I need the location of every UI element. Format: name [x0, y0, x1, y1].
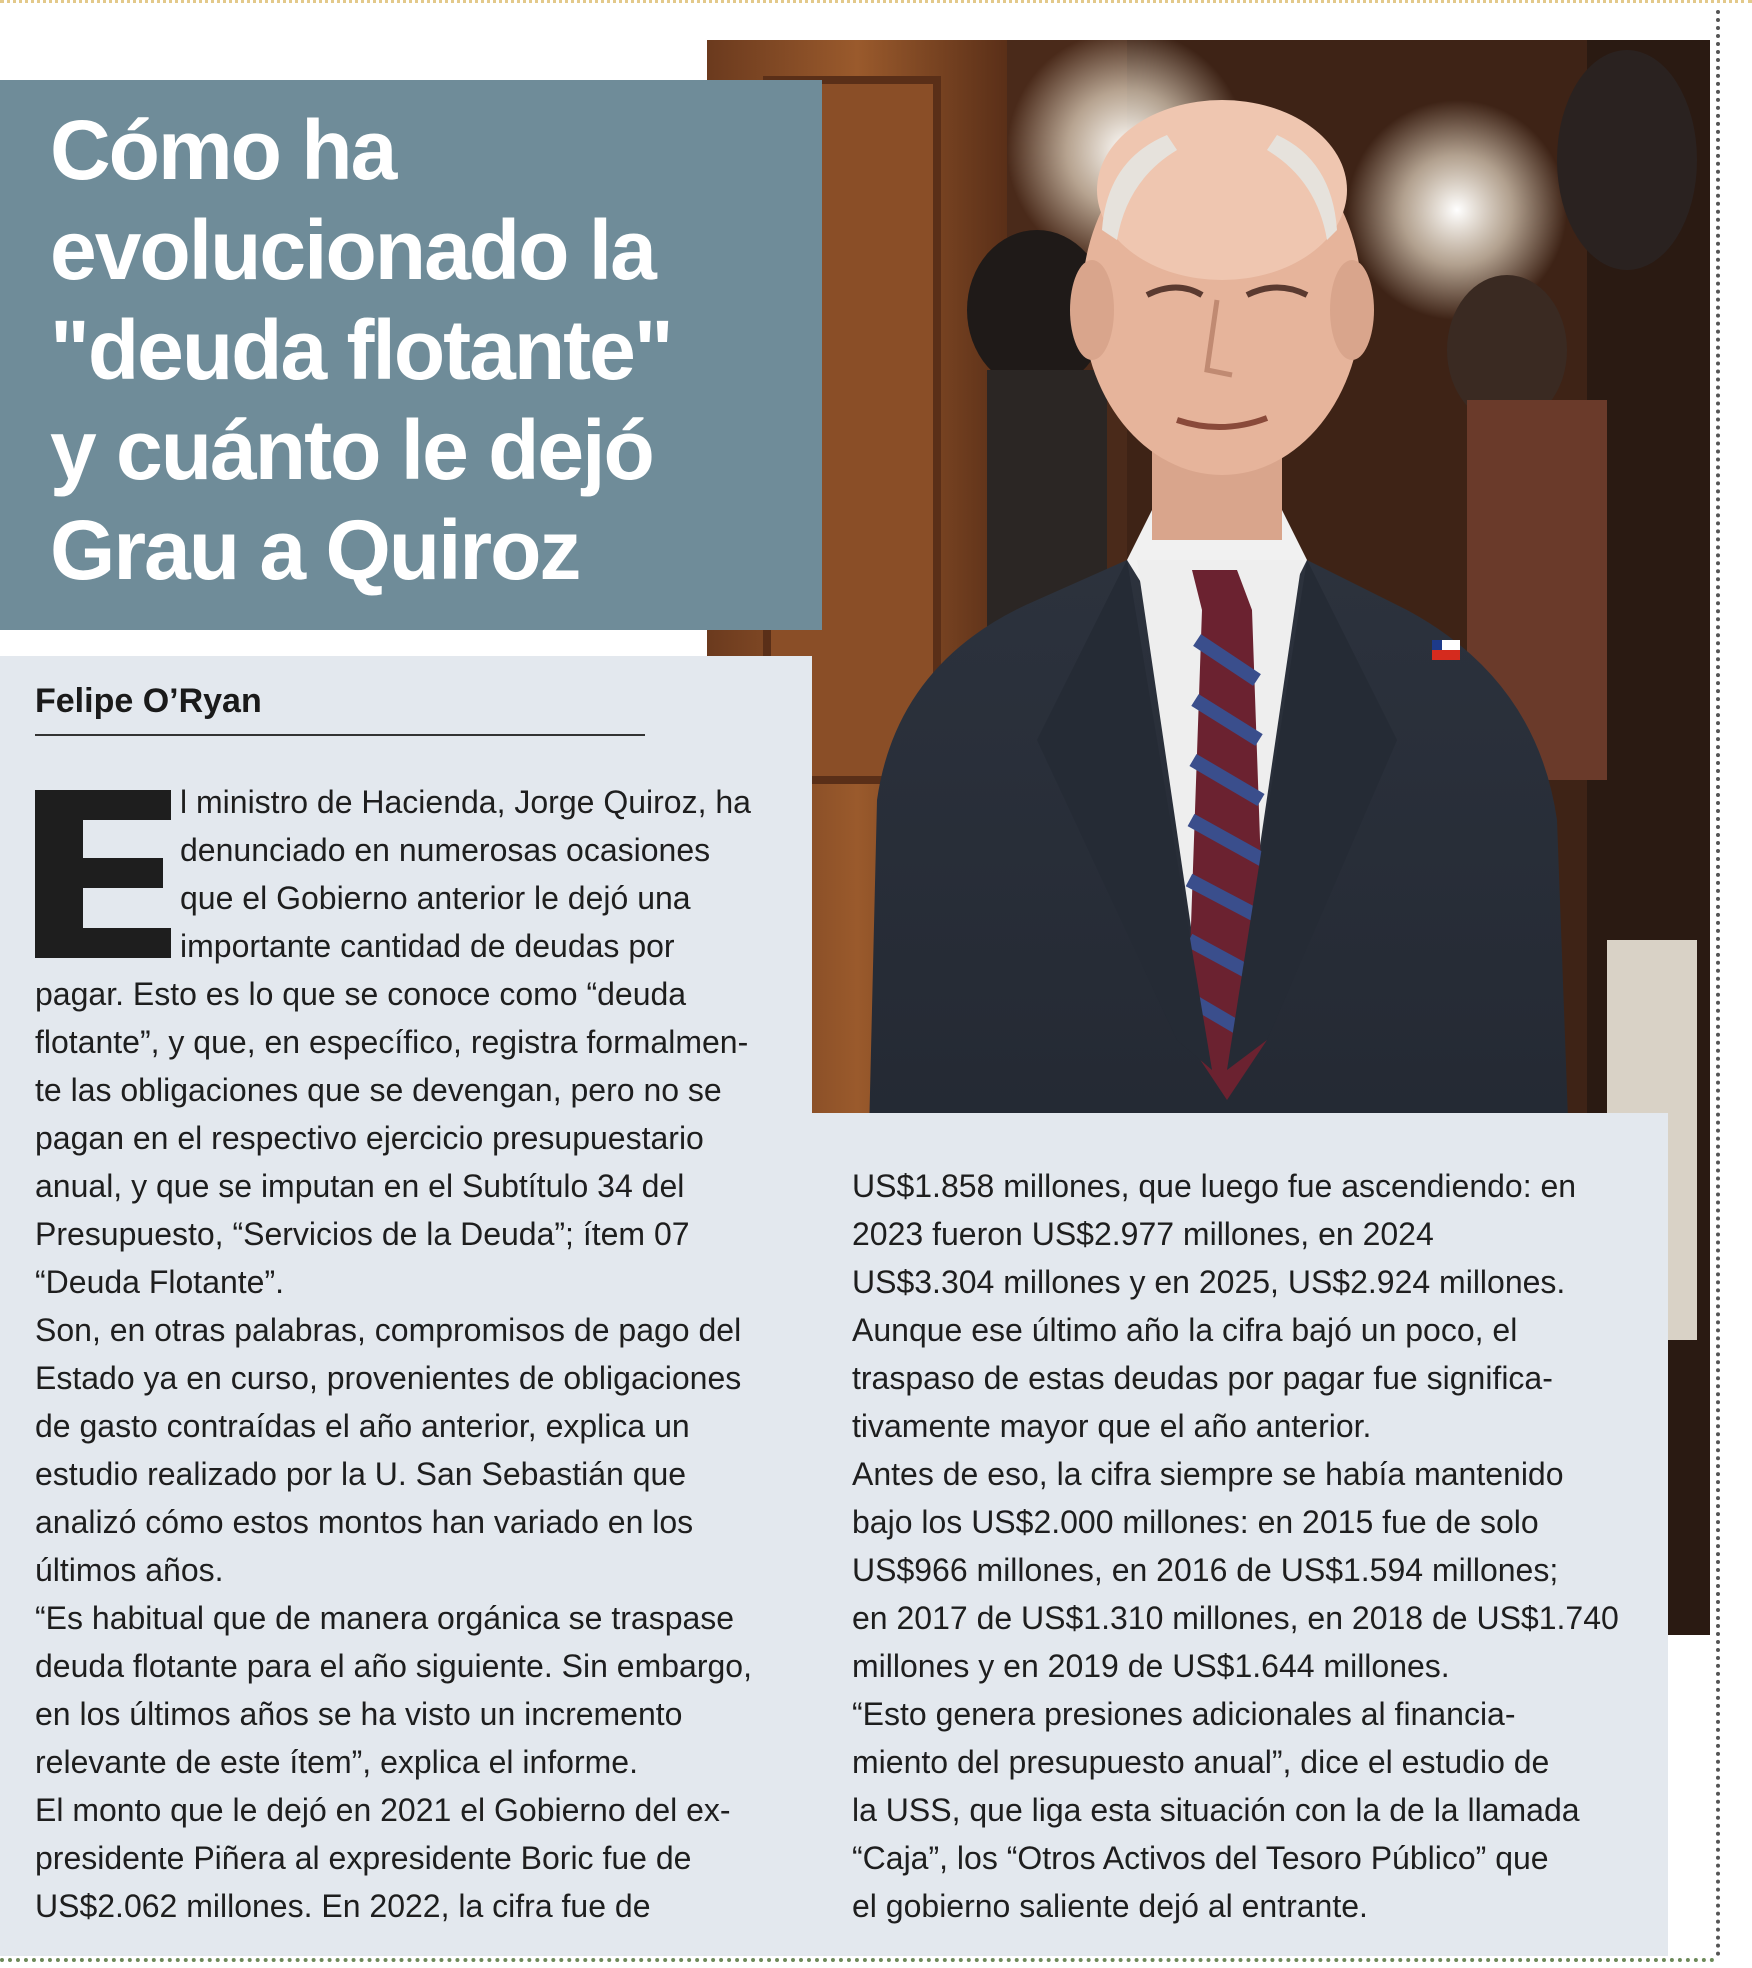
text-line: Aunque ese último año la cifra bajó un poco, el [852, 1312, 1518, 1348]
dropcap-letter [35, 790, 171, 958]
text-line: últimos años. [35, 1552, 224, 1588]
headline-line: y cuánto le dejó [50, 403, 653, 497]
column-1-body [35, 970, 805, 1930]
text-line: “Caja”, los “Otros Activos del Tesoro Público” que [852, 1840, 1549, 1876]
text-line: pagan en el respectivo ejercicio presupuestario [35, 1120, 704, 1156]
headline-line: evolucionado la [50, 203, 655, 297]
byline-divider [35, 734, 645, 736]
text-line: deuda flotante para el año siguiente. Sin embargo, [35, 1648, 752, 1684]
text-line: US$966 millones, en 2016 de US$1.594 millones; [852, 1552, 1559, 1588]
text-line: relevante de este ítem”, explica el informe. [35, 1744, 638, 1780]
text-line: flotante”, y que, en específico, registra formalmen- [35, 1024, 749, 1060]
top-dotted-border [0, 0, 1752, 3]
text-line: anual, y que se imputan en el Subtítulo 34 del [35, 1168, 685, 1204]
text-line: US$1.858 millones, que luego fue ascendiendo: en [852, 1168, 1577, 1204]
text-line: importante cantidad de deudas por [180, 928, 675, 964]
bottom-dotted-border [0, 1958, 1716, 1962]
text-line: analizó cómo estos montos han variado en los [35, 1504, 694, 1540]
text-line: presidente Piñera al expresidente Boric fue de [35, 1840, 692, 1876]
text-line: “Es habitual que de manera orgánica se traspase [35, 1600, 735, 1636]
text-line: Estado ya en curso, provenientes de obligaciones [35, 1360, 742, 1396]
headline-line: "deuda flotante" [50, 303, 672, 397]
headline-line: Cómo ha [50, 103, 396, 197]
text-line: de gasto contraídas el año anterior, explica un [35, 1408, 690, 1444]
text-line: estudio realizado por la U. San Sebastián que [35, 1456, 687, 1492]
text-line: miento del presupuesto anual”, dice el estudio de [852, 1744, 1550, 1780]
text-line: traspaso de estas deudas por pagar fue significa- [852, 1360, 1553, 1396]
text-line: “Deuda Flotante”. [35, 1264, 285, 1300]
text-line: US$3.304 millones y en 2025, US$2.924 millones. [852, 1264, 1566, 1300]
text-line: El monto que le dejó en 2021 el Gobierno del ex- [35, 1792, 731, 1828]
right-dotted-border [1716, 10, 1720, 1958]
text-line: Son, en otras palabras, compromisos de pago del [35, 1312, 742, 1348]
column-2-body [852, 1162, 1652, 1930]
text-line: Presupuesto, “Servicios de la Deuda”; ítem 07 [35, 1216, 690, 1252]
text-line: pagar. Esto es lo que se conoce como “deuda [35, 976, 687, 1012]
text-line: denunciado en numerosas ocasiones [180, 832, 711, 868]
text-line: el gobierno saliente dejó al entrante. [852, 1888, 1368, 1924]
text-line: bajo los US$2.000 millones: en 2015 fue de solo [852, 1504, 1539, 1540]
author-byline: Felipe O’Ryan [35, 682, 262, 720]
text-line: tivamente mayor que el año anterior. [852, 1408, 1372, 1444]
text-line: US$2.062 millones. En 2022, la cifra fue de [35, 1888, 651, 1924]
text-line: 2023 fueron US$2.977 millones, en 2024 [852, 1216, 1434, 1252]
text-line: en los últimos años se ha visto un incremento [35, 1696, 683, 1732]
text-line: te las obligaciones que se devengan, pero no se [35, 1072, 722, 1108]
column-1-intro [180, 778, 800, 970]
text-line: que el Gobierno anterior le dejó una [180, 880, 691, 916]
article-headline [50, 100, 790, 600]
text-line: Antes de eso, la cifra siempre se había mantenido [852, 1456, 1564, 1492]
text-line: en 2017 de US$1.310 millones, en 2018 de US$1.740 [852, 1600, 1619, 1636]
text-line: l ministro de Hacienda, Jorge Quiroz, ha [180, 784, 751, 820]
headline-line: Grau a Quiroz [50, 503, 580, 597]
text-line: la USS, que liga esta situación con la de la llamada [852, 1792, 1580, 1828]
text-line: millones y en 2019 de US$1.644 millones. [852, 1648, 1450, 1684]
text-line: “Esto genera presiones adicionales al financia- [852, 1696, 1516, 1732]
